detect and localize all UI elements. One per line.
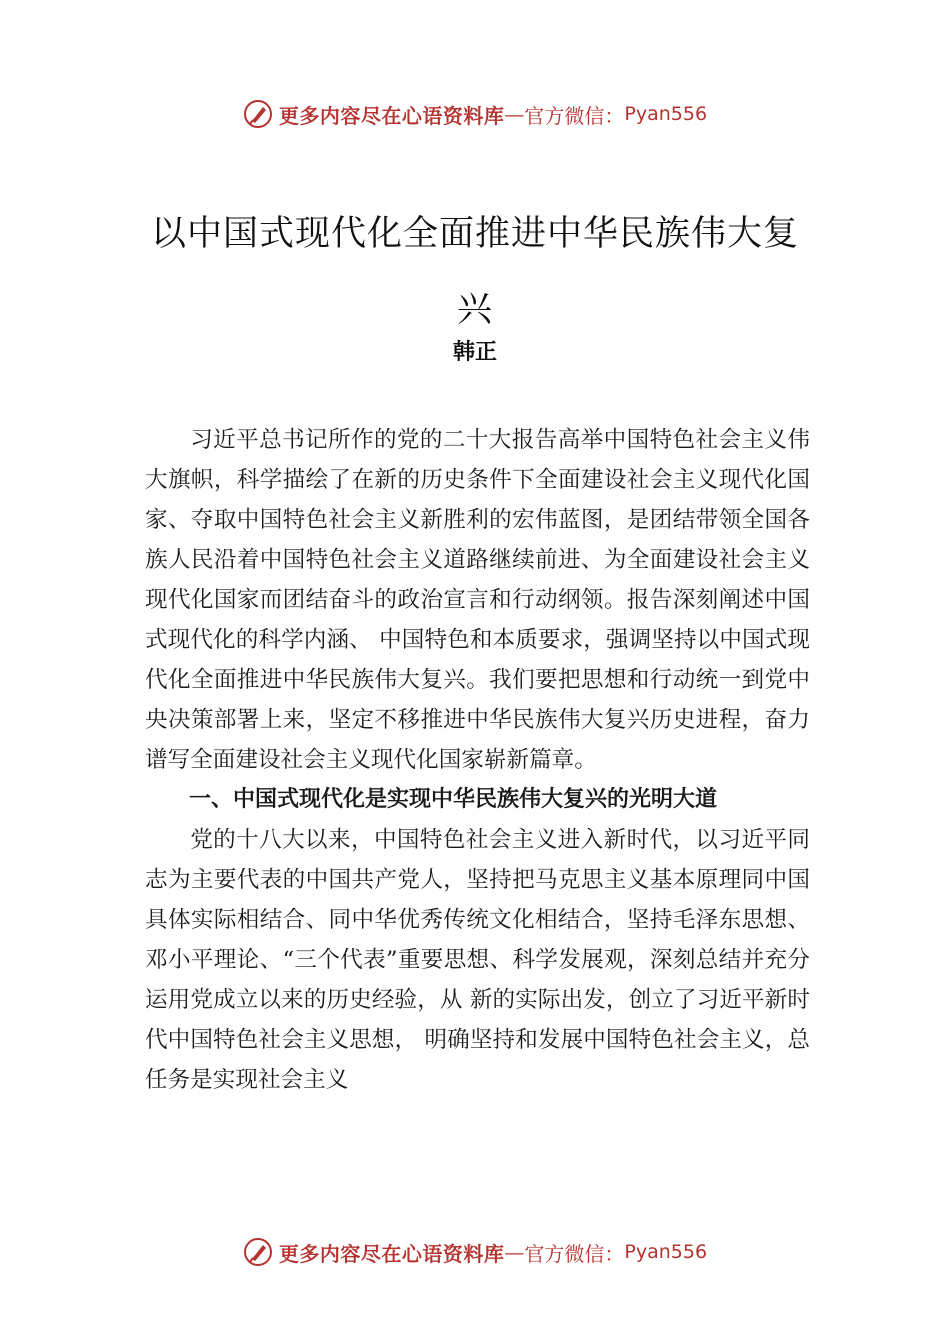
section-paragraph: 党的十八大以来，中国特色社会主义进入新时代，以习近平同志为主要代表的中国共产党人，坚持把马克思主义基本原理同中国具体实际相结合、同中华优秀传统文化相结合，坚持毛泽东思想、邓小平理论、“三个代表”重要思想、科学发展观，深刻总结并充分运用党成立以来的历史经验，从 新的实际出发，创立了习近平新时代中国特色社会主义思想， 明确坚持和发展中国特色社会主义，总任务是实现社会主义	[145, 827, 810, 1093]
banner-dash: —	[504, 1240, 525, 1264]
article-body	[145, 420, 810, 1100]
banner-dash: —	[504, 102, 525, 126]
section-heading: 一、中国式现代化是实现中华民族伟大复兴的光明大道	[189, 787, 718, 812]
banner-wechat-id: Pyan556	[624, 1241, 708, 1263]
feather-pen-icon	[243, 1237, 273, 1267]
footer-watermark-banner	[0, 1232, 950, 1272]
feather-pen-icon	[243, 99, 273, 129]
banner-main-text: 更多内容尽在心语资料库	[278, 1241, 505, 1266]
banner-sub-text: 官方微信：	[524, 103, 625, 128]
banner-sub-text: 官方微信：	[524, 1241, 625, 1266]
intro-paragraph: 习近平总书记所作的党的二十大报告高举中国特色社会主义伟大旗帜，科学描绘了在新的历史条件下全面建设社会主义现代化国家、夺取中国特色社会主义新胜利的宏伟蓝图，是团结带领全国各族人民沿着中国特色社会主义道路继续前进、为全面建设社会主义现代化国家而团结奋斗的政治宣言和行动纲领。报告深刻阐述中国式现代化的科学内涵、 中国特色和本质要求，强调坚持以中国式现代化全面推进中华民族伟大复兴。我们要把思想和行动统一到党中央决策部署上来，坚定不移推进中华民族伟大复兴历史进程，奋力谱写全面建设社会主义现代化国家崭新篇章。	[145, 427, 810, 773]
header-watermark-banner	[0, 94, 950, 134]
banner-wechat-id: Pyan556	[624, 103, 708, 125]
article-author: 韩正	[452, 339, 497, 365]
article-title: 以中国式现代化全面推进中华民族伟大复兴	[150, 214, 799, 330]
banner-main-text: 更多内容尽在心语资料库	[278, 103, 505, 128]
